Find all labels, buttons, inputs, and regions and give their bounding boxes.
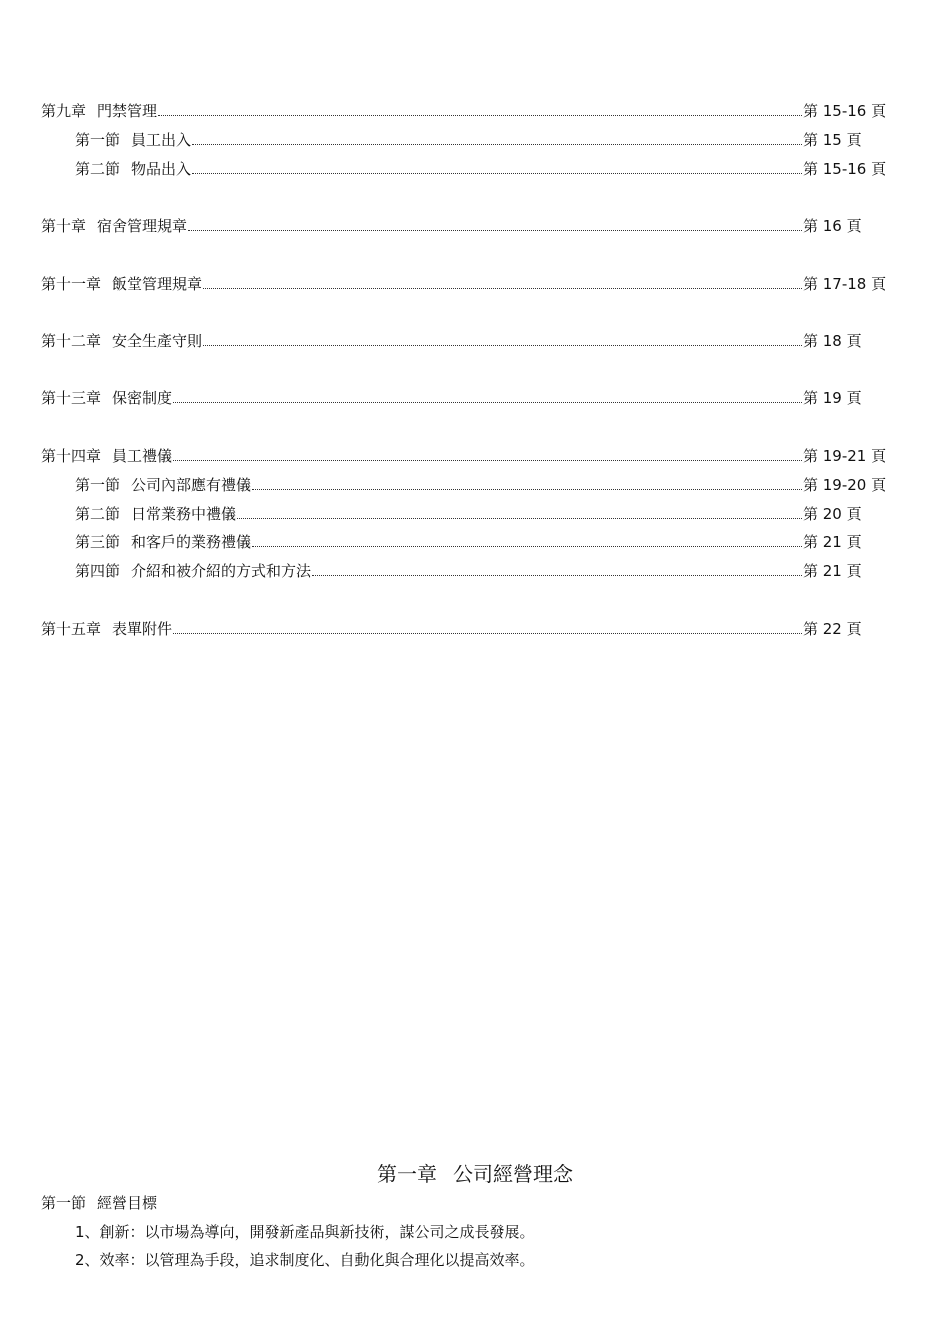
toc-title: 和客戶的業務禮儀	[131, 533, 252, 551]
dot-leader	[203, 288, 802, 289]
toc-row	[75, 474, 891, 496]
toc-number: 第一節	[75, 476, 121, 494]
toc-title: 員工禮儀	[112, 447, 173, 465]
toc-page: 第 16 頁	[803, 217, 862, 235]
toc-number: 第十三章	[41, 389, 102, 407]
toc-title: 物品出入	[131, 160, 192, 178]
toc-title: 飯堂管理規章	[112, 275, 203, 293]
section-heading	[41, 1192, 157, 1214]
toc-row	[75, 129, 891, 151]
toc-title: 保密制度	[112, 389, 173, 407]
dot-leader	[188, 230, 802, 231]
toc-title: 安全生產守則	[112, 332, 203, 350]
toc-number: 第十一章	[41, 275, 102, 293]
toc-title: 日常業務中禮儀	[131, 505, 237, 523]
toc-row	[41, 618, 891, 640]
dot-leader	[173, 402, 802, 403]
toc-page: 第 15-16 頁	[803, 160, 887, 178]
toc-title: 宿舍管理規章	[97, 217, 188, 235]
toc-title: 介紹和被介紹的方式和方法	[131, 562, 312, 580]
toc-title: 公司內部應有禮儀	[131, 476, 252, 494]
dot-leader	[173, 460, 802, 461]
list-item: 2、效率：以管理為手段，追求制度化、自動化與合理化以提高效率。	[75, 1251, 535, 1269]
chapter-number: 第一章	[377, 1162, 437, 1186]
toc-row	[75, 531, 891, 553]
toc-number: 第四節	[75, 562, 121, 580]
toc-number: 第十章	[41, 217, 87, 235]
toc-page: 第 19 頁	[803, 389, 862, 407]
toc-number: 第二節	[75, 160, 121, 178]
toc-title: 表單附件	[112, 620, 173, 638]
section-number: 第一節	[41, 1194, 87, 1212]
toc-page: 第 19-21 頁	[803, 447, 887, 465]
toc-number: 第三節	[75, 533, 121, 551]
toc-page: 第 19-20 頁	[803, 476, 887, 494]
toc-page: 第 18 頁	[803, 332, 862, 350]
toc-number: 第二節	[75, 505, 121, 523]
chapter-title: 公司經營理念	[453, 1162, 573, 1186]
dot-leader	[203, 345, 802, 346]
toc-row	[41, 273, 891, 295]
toc-row	[75, 503, 891, 525]
list-item: 1、創新：以市場為導向，開發新產品與新技術，謀公司之成長發展。	[75, 1223, 535, 1241]
dot-leader	[192, 144, 802, 145]
toc-page: 第 15-16 頁	[803, 102, 887, 120]
dot-leader	[312, 575, 802, 576]
toc-page: 第 15 頁	[803, 131, 862, 149]
dot-leader	[252, 489, 802, 490]
toc-number: 第一節	[75, 131, 121, 149]
toc-number: 第九章	[41, 102, 87, 120]
dot-leader	[173, 633, 802, 634]
section-title: 經營目標	[97, 1194, 158, 1212]
toc-row	[75, 158, 891, 180]
toc-row	[41, 215, 891, 237]
toc-row	[75, 560, 891, 582]
toc-page: 第 21 頁	[803, 533, 862, 551]
toc-row	[41, 100, 891, 122]
toc-title: 門禁管理	[97, 102, 158, 120]
chapter-heading	[0, 1160, 950, 1188]
toc-row	[41, 330, 891, 352]
dot-leader	[237, 518, 802, 519]
toc-row	[41, 387, 891, 409]
dot-leader	[252, 546, 802, 547]
dot-leader	[158, 115, 802, 116]
toc-page: 第 22 頁	[803, 620, 862, 638]
toc-row	[41, 445, 891, 467]
toc-page: 第 20 頁	[803, 505, 862, 523]
toc-number: 第十二章	[41, 332, 102, 350]
toc-number: 第十四章	[41, 447, 102, 465]
toc-page: 第 17-18 頁	[803, 275, 887, 293]
toc-number: 第十五章	[41, 620, 102, 638]
toc-page: 第 21 頁	[803, 562, 862, 580]
toc-title: 員工出入	[131, 131, 192, 149]
dot-leader	[192, 173, 802, 174]
